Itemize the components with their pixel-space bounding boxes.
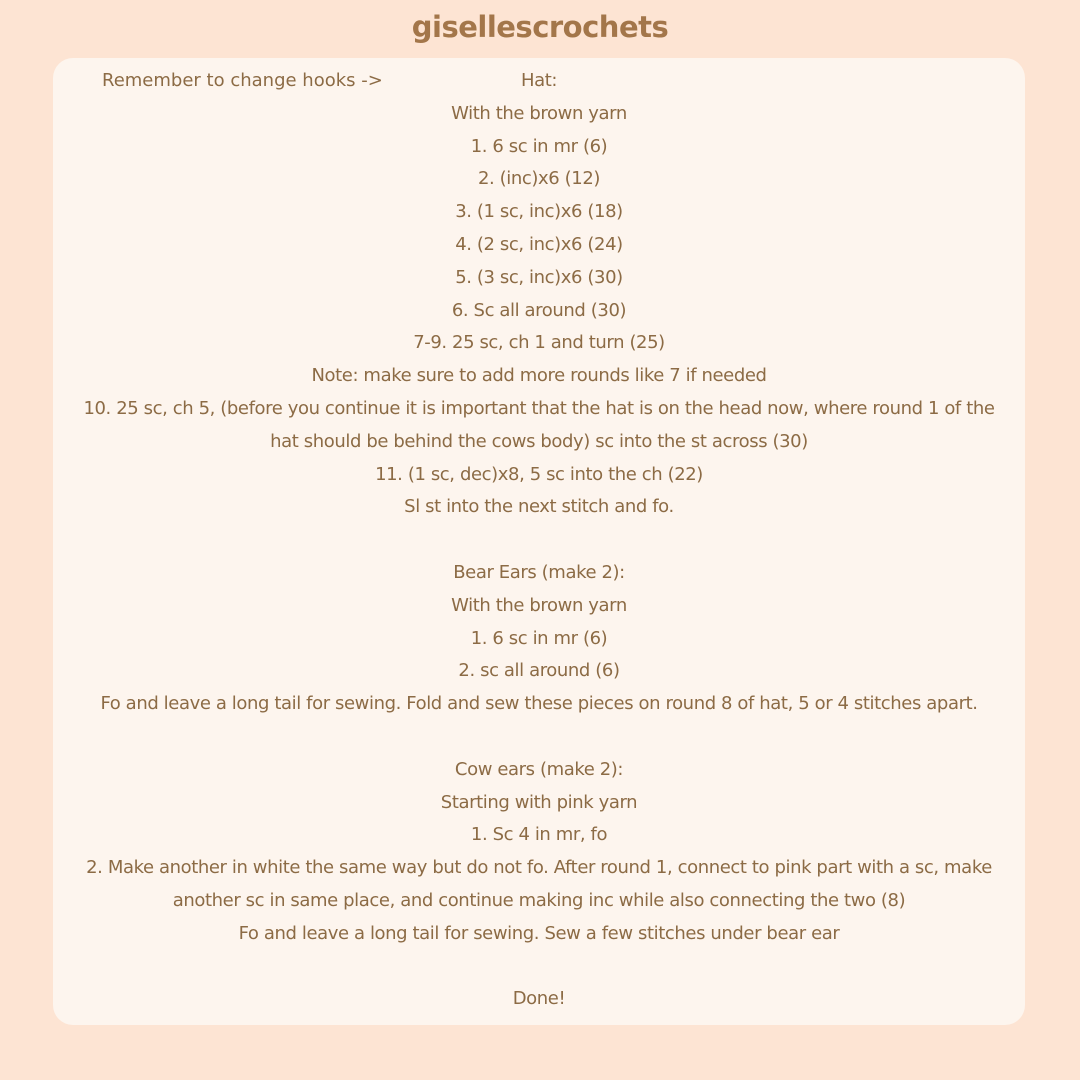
pattern-line: 3. (1 sc, inc)x6 (18) bbox=[455, 201, 623, 223]
pattern-line: 7-9. 25 sc, ch 1 and turn (25) bbox=[413, 332, 665, 354]
pattern-line: Starting with pink yarn bbox=[440, 791, 638, 813]
pattern-line: 2. sc all around (6) bbox=[458, 660, 620, 682]
pattern-line: 2. (inc)x6 (12) bbox=[477, 168, 601, 190]
section-heading-cow-ears: Cow ears (make 2): bbox=[454, 758, 624, 780]
pattern-line: 1. 6 sc in mr (6) bbox=[470, 627, 608, 649]
pattern-text bbox=[53, 68, 1025, 1019]
pattern-line: 1. Sc 4 in mr, fo bbox=[470, 824, 608, 846]
pattern-line: With the brown yarn bbox=[451, 594, 627, 616]
blank-line bbox=[53, 954, 1025, 987]
pattern-line: another sc in same place, and continue making inc while also connecting the two (8) bbox=[172, 889, 906, 911]
pattern-line: 2. Make another in white the same way but do not fo. After round 1, connect to pink part with a sc, make bbox=[86, 857, 992, 879]
section-heading-hat: Hat: bbox=[520, 70, 558, 91]
pattern-line: 5. (3 sc, inc)x6 (30) bbox=[455, 266, 623, 288]
blank-line bbox=[53, 724, 1025, 757]
pattern-line: With the brown yarn bbox=[451, 102, 627, 124]
done-line: Done! bbox=[512, 988, 566, 1010]
section-heading-bear-ears: Bear Ears (make 2): bbox=[453, 561, 625, 583]
pattern-line: 11. (1 sc, dec)x8, 5 sc into the ch (22) bbox=[375, 463, 703, 485]
pattern-line: Fo and leave a long tail for sewing. Sew a few stitches under bear ear bbox=[238, 922, 840, 944]
pattern-line: 6. Sc all around (30) bbox=[451, 299, 627, 321]
pattern-line: Sl st into the next stitch and fo. bbox=[404, 496, 674, 518]
pattern-line: 4. (2 sc, inc)x6 (24) bbox=[455, 233, 623, 255]
blank-line bbox=[53, 527, 1025, 560]
pattern-line: 10. 25 sc, ch 5, (before you continue it is important that the hat is on the head now, where round 1 of the bbox=[83, 397, 995, 419]
hook-reminder-note: Remember to change hooks -> bbox=[102, 70, 383, 91]
pattern-line: Fo and leave a long tail for sewing. Fold and sew these pieces on round 8 of hat, 5 or 4 stitches apart. bbox=[100, 693, 978, 715]
pattern-line: 1. 6 sc in mr (6) bbox=[470, 135, 608, 157]
pattern-line: Note: make sure to add more rounds like 7 if needed bbox=[311, 365, 767, 387]
account-title: gisellescrochets bbox=[411, 10, 669, 44]
pattern-line: hat should be behind the cows body) sc into the st across (30) bbox=[270, 430, 808, 452]
